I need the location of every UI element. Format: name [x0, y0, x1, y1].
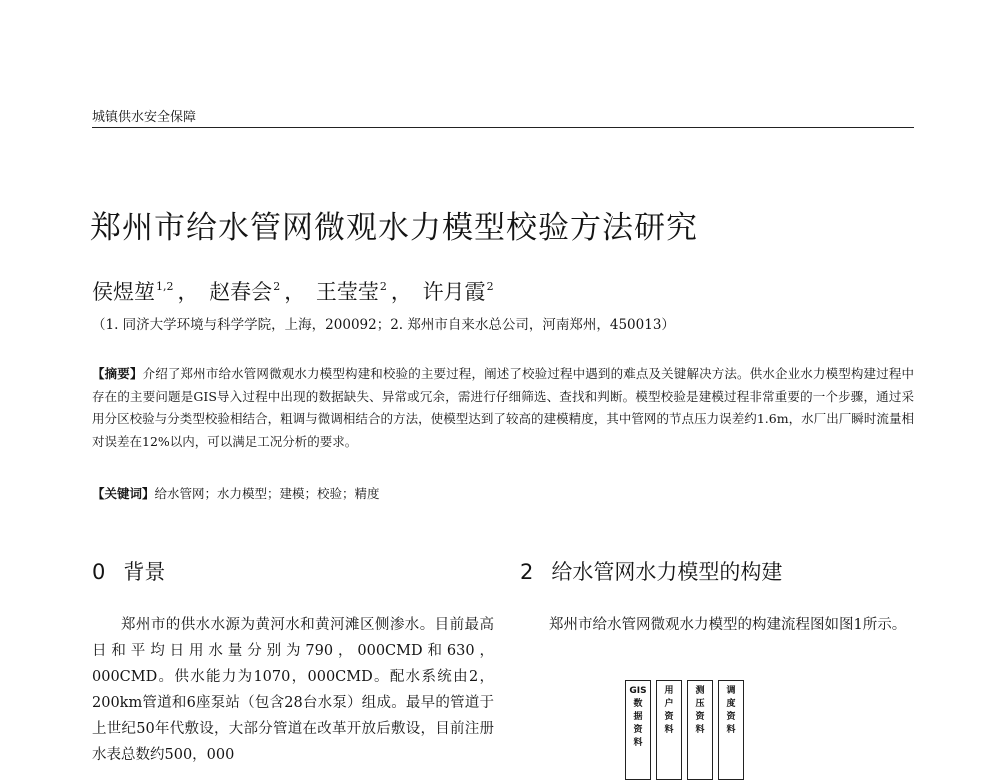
- author-name: 赵春会: [209, 280, 273, 304]
- section-number: 0: [92, 560, 106, 584]
- author-list: 侯煜堃$^{1,2}$ ， 赵春会$^2$ ， 王莹莹$^2$ ， 许月霞$^2$: [92, 280, 494, 304]
- keywords-text: 给水管网；水力模型；建模；校验；精度: [154, 486, 380, 501]
- affiliations: （1. 同济大学环境与科学学院，上海，200092；2. 郑州市自来水总公司，河南郑州，450013）: [92, 317, 675, 333]
- flowchart-box-label: 测 压 资 料: [695, 686, 705, 735]
- flowchart-box: [625, 680, 651, 780]
- flowchart-box: [656, 680, 682, 780]
- author-name: 侯煜堃: [92, 280, 155, 304]
- body-paragraph-left: 郑州市的供水水源为黄河水和黄河滩区侧渗水。目前最高日和平均日用水量分别为790，000CMD和630，000CMD。供水能力为1070，000CMD。配水系统由2，200km管道和6座泵站（包含28台水泵）组成。最早的管道于上世纪50年代敷设，大部分管道在改革开放后敷设，目前注册水表总数约500，000: [92, 617, 494, 763]
- flowchart-box-label: GIS 数 据 资 料: [629, 686, 647, 748]
- author-affiliation-mark: 1,2: [156, 280, 174, 293]
- abstract: [92, 363, 914, 453]
- flowchart-figure: [625, 680, 744, 780]
- flowchart-box-label: 用 户 资 料: [664, 686, 674, 735]
- header-rule: [92, 127, 914, 128]
- author-name: 王莹莹: [315, 280, 379, 304]
- flowchart-box: [718, 680, 744, 780]
- flowchart-box: [687, 680, 713, 780]
- section-heading-model-construction: [520, 556, 782, 586]
- abstract-label: 【摘要】: [92, 366, 143, 381]
- section-number: 2: [520, 560, 534, 584]
- paper-title: 郑州市给水管网微观水力模型校验方法研究: [90, 210, 698, 246]
- abstract-text: 介绍了郑州市给水管网微观水力模型构建和校验的主要过程，阐述了校验过程中遇到的难点及关键解决方法。供水企业水力模型构建过程中存在的主要问题是GIS导入过程中出现的数据缺失、异常或冗余，需进行仔细筛选、查找和判断。模型校验是建模过程非常重要的一个步骤，通过采用分区校验与分类型校验相结合，粗调与微调相结合的方法，使模型达到了较高的建模精度，其中管网的节点压力误差约1.6m，水厂出厂瞬时流量相对误差在12%以内，可以满足工况分析的要求。: [92, 366, 914, 449]
- body-paragraph-right: 郑州市给水管网微观水力模型的构建流程图如图1所示。: [549, 617, 907, 633]
- section-heading-background: [92, 556, 165, 586]
- author-affiliation-mark: 2: [379, 280, 387, 293]
- section-title: 给水管网水力模型的构建: [551, 560, 783, 584]
- author-affiliation-mark: 2: [273, 280, 281, 293]
- author-affiliation-mark: 2: [486, 280, 494, 293]
- section-title: 背景: [123, 560, 166, 584]
- keywords-label: 【关键词】: [92, 486, 155, 501]
- running-header: 城镇供水安全保障: [92, 110, 197, 125]
- flowchart-box-label: 调 度 资 料: [726, 686, 736, 735]
- author-name: 许月霞: [422, 280, 486, 304]
- keywords: [92, 484, 380, 502]
